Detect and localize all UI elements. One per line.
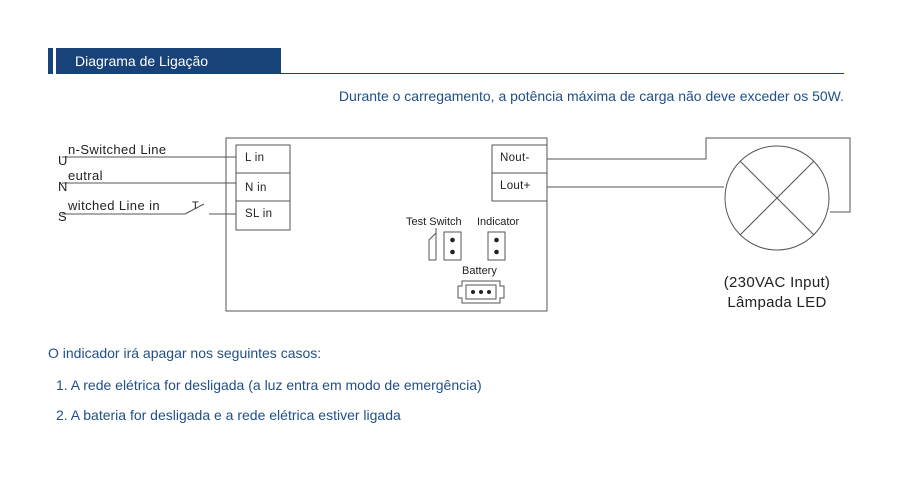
wire-letter-s: S xyxy=(58,209,67,224)
wire-label-unswitched: n-Switched Line xyxy=(68,142,167,157)
lamp-caption-name: Lâmpada LED xyxy=(727,294,827,311)
test-switch-label: Test Switch xyxy=(406,216,462,228)
indicator-connector xyxy=(488,232,505,260)
test-switch-connector xyxy=(444,232,461,260)
indicator-note-item-2: 2. A bateria for desligada e a rede elétrica estiver ligada xyxy=(56,407,401,423)
terminal-nout: Nout- xyxy=(500,152,530,164)
test-switch-symbol xyxy=(429,233,436,260)
wire-letter-u: U xyxy=(58,153,68,168)
indicator-label: Indicator xyxy=(477,216,520,228)
terminal-n-in: N in xyxy=(245,182,267,194)
wire-label-switched: witched Line in xyxy=(68,198,160,213)
wire-label-neutral: eutral xyxy=(68,168,103,183)
wire-letter-n: N xyxy=(58,179,68,194)
switch-label: T xyxy=(192,200,199,212)
indicator-note-item-1: 1. A rede elétrica for desligada (a luz entra em modo de emergência) xyxy=(56,377,482,393)
terminal-lout: Lout+ xyxy=(500,180,531,192)
lamp-caption-input: (230VAC Input) xyxy=(723,274,831,291)
indicator-note-intro: O indicador irá apagar nos seguintes casos: xyxy=(48,345,322,361)
section-title: Diagrama de Ligação xyxy=(75,53,209,69)
nout-wire xyxy=(547,138,850,212)
load-power-note: Durante o carregamento, a potência máxima de carga não deve exceder os 50W. xyxy=(338,88,844,104)
terminal-l-in: L in xyxy=(245,152,265,164)
terminal-sl-in: SL in xyxy=(245,208,273,220)
battery-label: Battery xyxy=(462,265,497,277)
